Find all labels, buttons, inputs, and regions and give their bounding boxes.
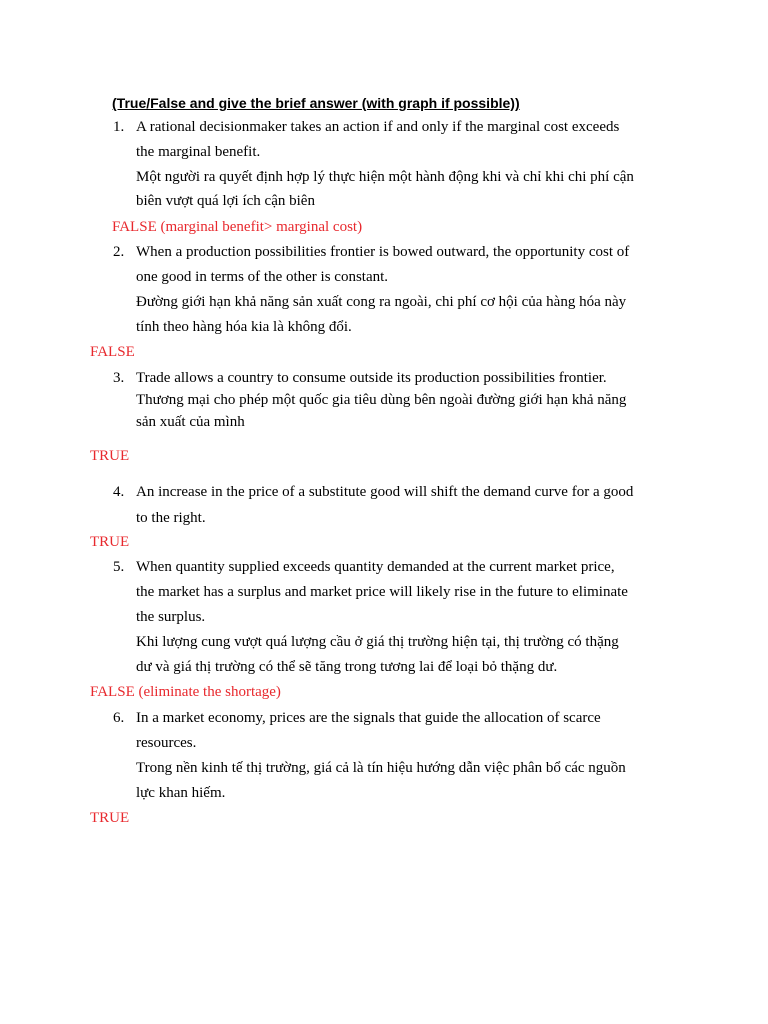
item-3-answer: TRUE (90, 448, 130, 464)
item-3-vi-line-2: sản xuất của mình (136, 414, 245, 430)
item-2-number: 2. (113, 244, 125, 260)
item-6-answer: TRUE (90, 810, 130, 826)
item-1-en-line-1-text: A rational decisionmaker takes an action if and only if the marginal cost exceeds (136, 119, 620, 135)
item-6-en-line-1: In a market economy, prices are the signals that guide the allocation of scarce (136, 710, 601, 726)
item-5-en-line-1: When quantity supplied exceeds quantity demanded at the current market price, (136, 559, 615, 575)
item-2-vi-line-1: Đường giới hạn khả năng sản xuất cong ra ngoài, chi phí cơ hội của hàng hóa này (136, 294, 627, 310)
item-5-vi-line-2: dư và giá thị trường có thể sẽ tăng trong tương lai để loại bỏ thặng dư. (136, 659, 558, 675)
item-6-vi-line-2: lực khan hiếm. (136, 785, 226, 801)
item-3-en-line-1: Trade allows a country to consume outside its production possibilities frontier. (136, 370, 607, 386)
item-5-vi-line-1: Khi lượng cung vượt quá lượng cầu ở giá thị trường hiện tại, thị trường có thặng (136, 634, 619, 650)
item-2-vi-line-2: tính theo hàng hóa kia là không đổi. (136, 319, 352, 335)
item-5-en-line-3: the surplus. (136, 609, 206, 625)
item-2-en-line-2: one good in terms of the other is constant. (136, 269, 389, 285)
item-2-answer: FALSE (90, 344, 135, 360)
item-4-en-line-1: An increase in the price of a substitute good will shift the demand curve for a good (136, 484, 634, 500)
item-2-en-line-1: When a production possibilities frontier is bowed outward, the opportunity cost of (136, 244, 630, 260)
item-1-vi-line-1: Một người ra quyết định hợp lý thực hiện một hành động khi và chỉ khi chi phí cận (136, 169, 634, 185)
item-1-en-line-1 (136, 118, 677, 136)
page-heading: (True/False and give the brief answer (with graph if possible)) (112, 95, 520, 111)
item-4-number: 4. (113, 484, 125, 500)
item-1-number: 1. (113, 119, 125, 135)
item-4-answer: TRUE (90, 534, 130, 550)
item-3-number: 3. (113, 370, 125, 386)
item-1-answer: FALSE (marginal benefit> marginal cost) (112, 219, 363, 235)
item-6-en-line-2: resources. (136, 735, 197, 751)
item-3-vi-line-1: Thương mại cho phép một quốc gia tiêu dùng bên ngoài đường giới hạn khả năng (136, 392, 627, 408)
item-1-vi-line-2: biên vượt quá lợi ích cận biên (136, 193, 315, 209)
item-5-number: 5. (113, 559, 125, 575)
item-1-en-line-2: the marginal benefit. (136, 144, 261, 160)
item-4-en-line-2: to the right. (136, 510, 206, 526)
item-6-number: 6. (113, 710, 125, 726)
item-5-en-line-2: the market has a surplus and market price will likely rise in the future to eliminate (136, 584, 628, 600)
item-5-answer: FALSE (eliminate the shortage) (90, 684, 281, 700)
item-6-vi-line-1: Trong nền kinh tế thị trường, giá cả là tín hiệu hướng dẫn việc phân bổ các nguồn (136, 760, 626, 776)
